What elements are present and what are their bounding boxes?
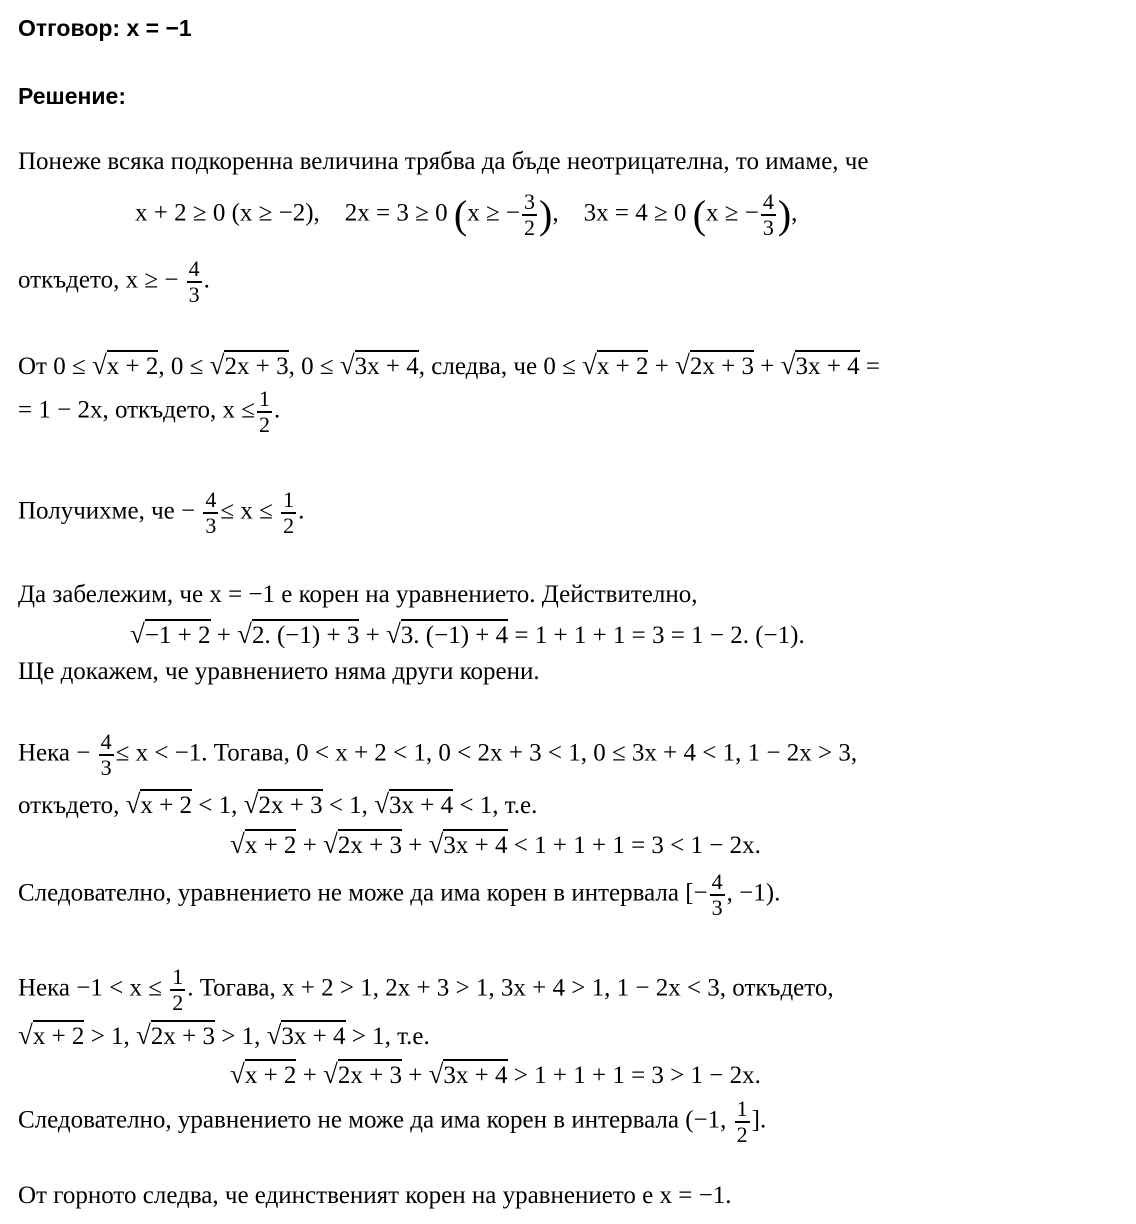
text-run: . Тогава,: [201, 739, 297, 767]
large-parenthesis: (: [453, 192, 468, 237]
square-root: [323, 1059, 402, 1091]
fraction-denominator: 2: [283, 513, 295, 538]
text-run: , т.е.: [384, 1023, 430, 1050]
math-expression: (−1,: [685, 1106, 733, 1134]
radical-sign-icon: √: [18, 1020, 33, 1050]
radicand: 3x + 4: [443, 829, 507, 859]
text-run: От: [18, 353, 54, 380]
text-run: Следователно, уравнението не може да има корен в интервала: [18, 879, 686, 907]
math-expression: +: [210, 622, 238, 649]
fraction: [735, 1097, 750, 1147]
math-expression: +: [296, 1062, 324, 1089]
text-run: откъдето,: [18, 792, 126, 819]
math-expression: 0 < x + 2 < 1, 0 < 2x + 3 < 1, 0 ≤ 3x + 4 < 1, 1 − 2x > 3: [296, 739, 851, 767]
text-run: Следователно, уравнението не може да има корен в интервала: [18, 1106, 686, 1134]
text-run: .: [274, 396, 281, 424]
text-run: Получихме, че: [18, 497, 181, 525]
fraction-numerator: 1: [172, 964, 184, 989]
fraction: [203, 488, 218, 538]
radicand: x + 2: [245, 1059, 297, 1089]
math-expression: > 1,: [84, 1023, 137, 1050]
square-root: [126, 789, 192, 821]
fraction-denominator: 2: [524, 215, 536, 240]
radicand: 2x + 3: [258, 789, 322, 819]
radical-sign-icon: √: [230, 1059, 245, 1089]
text-line: [135, 190, 797, 240]
math-expression: > 1 + 1 + 1 = 3 > 1 − 2x.: [507, 1062, 761, 1089]
fraction-numerator: 4: [100, 729, 112, 754]
math-expression: x + 2 > 1, 2x + 3 > 1, 3x + 4 > 1, 1 − 2x < 3: [282, 974, 720, 1002]
text-run: е корен на уравнението. Действително,: [275, 581, 698, 608]
math-expression: , 3x = 4 ≥ 0: [552, 199, 693, 227]
fraction-denominator: 2: [172, 990, 184, 1015]
fraction: [257, 387, 272, 437]
fraction-numerator: 1: [283, 487, 295, 512]
fraction-numerator: 4: [205, 487, 217, 512]
math-expression: x = −1: [126, 15, 192, 41]
fraction-denominator: 3: [711, 895, 723, 920]
radical-sign-icon: √: [780, 350, 796, 380]
math-expression: 0 ≤: [543, 353, 583, 380]
square-root: [130, 619, 211, 651]
text-run: Да забележим, че: [18, 581, 210, 608]
radical-sign-icon: √: [266, 1020, 282, 1050]
radical-sign-icon: √: [428, 1059, 444, 1089]
fraction: [522, 190, 537, 240]
math-expression: 0 ≤: [53, 353, 92, 380]
text-line: [18, 965, 834, 1015]
text-line: [18, 81, 126, 111]
math-expression: > 1: [345, 1023, 385, 1050]
text-run: Понеже всяка подкоренна величина трябва да бъде неотрицателна, то имаме, че: [18, 148, 869, 175]
fraction: [99, 730, 114, 780]
text-line: [18, 13, 192, 43]
text-line: [18, 1181, 731, 1211]
radicand: x + 2: [140, 789, 192, 819]
text-line: [18, 580, 697, 610]
text-run: , откъдето,: [102, 396, 223, 424]
text-line: [230, 829, 761, 861]
text-line: [18, 730, 857, 780]
math-expression: < 1,: [322, 792, 375, 819]
square-root: [92, 350, 158, 382]
radicand: 2x + 3: [690, 350, 754, 380]
math-expression: +: [401, 832, 429, 859]
math-expression: , 0 ≤: [158, 353, 210, 380]
math-expression: +: [359, 622, 386, 649]
radicand: x + 2: [597, 350, 649, 380]
math-expression: ≤ x < −1: [115, 739, 202, 767]
square-root: [230, 1059, 296, 1091]
square-root: [781, 350, 860, 382]
math-expression: +: [754, 353, 781, 380]
math-expression: x + 2 ≥ 0 (x ≥ −2), 2x = 3 ≥ 0: [135, 199, 454, 227]
square-root: [675, 350, 754, 382]
text-line: [230, 1059, 761, 1091]
math-expression: , −1).: [726, 879, 781, 907]
square-root: [18, 1020, 84, 1052]
math-expression: = 1 − 2x: [18, 396, 103, 424]
radical-sign-icon: √: [209, 350, 225, 380]
fraction-denominator: 2: [736, 1122, 748, 1147]
math-expression: = 1 + 1 + 1 = 3 = 1 − 2. (−1).: [508, 622, 805, 649]
math-expression: +: [296, 832, 324, 859]
square-root: [429, 829, 508, 861]
math-expression: [−: [685, 879, 708, 907]
text-run: Нека: [18, 974, 77, 1002]
math-expression: x ≥ −: [706, 199, 759, 227]
math-expression: +: [401, 1062, 429, 1089]
text-line: [18, 488, 304, 538]
text-line: [18, 147, 868, 177]
text-run: Нека: [18, 739, 77, 767]
text-run: . Тогава,: [187, 974, 282, 1002]
text-line: [18, 350, 880, 382]
text-run: Ще докажем, че уравнението няма други корени.: [18, 658, 540, 685]
text-run: ,: [850, 739, 858, 767]
square-root: [386, 619, 508, 651]
text-run: , т.е.: [492, 792, 538, 819]
text-line: [18, 657, 540, 687]
text-line: [18, 1020, 430, 1052]
fraction: [187, 257, 202, 307]
text-line: [18, 257, 210, 307]
radicand: 2x + 3: [151, 1020, 215, 1050]
radicand: 3. (−1) + 4: [401, 619, 508, 649]
math-expression: < 1: [453, 792, 493, 819]
math-expression: x = −1: [209, 581, 276, 608]
text-line: [18, 1097, 766, 1147]
square-root: [244, 789, 323, 821]
math-expression: < 1,: [192, 792, 244, 819]
radicand: 3x + 4: [355, 350, 419, 380]
radicand: x + 2: [245, 829, 297, 859]
radical-sign-icon: √: [130, 619, 145, 649]
fraction-denominator: 2: [259, 412, 271, 437]
fraction: [281, 488, 296, 538]
math-expression: −: [76, 739, 97, 767]
square-root: [429, 1059, 508, 1091]
radical-sign-icon: √: [374, 789, 390, 819]
text-run: От горното следва, че единственият корен на уравнението е: [18, 1182, 660, 1209]
large-parenthesis: (: [692, 192, 707, 237]
math-expression: < 1 + 1 + 1 = 3 < 1 − 2x.: [507, 832, 761, 859]
text-line: [18, 870, 780, 920]
math-expression: > 1,: [214, 1023, 267, 1050]
square-root: [210, 350, 289, 382]
radicand: x + 2: [107, 350, 159, 380]
fraction-numerator: 4: [188, 256, 200, 281]
math-expression: −1 < x ≤: [76, 974, 169, 1002]
radicand: 3x + 4: [443, 1059, 507, 1089]
fraction-numerator: 3: [524, 189, 536, 214]
fraction: [761, 190, 776, 240]
text-run: .: [725, 1182, 732, 1209]
text-run: .: [203, 266, 210, 294]
math-expression: −: [181, 497, 202, 525]
square-root: [136, 1020, 215, 1052]
math-expression: +: [648, 353, 676, 380]
text-line: [18, 387, 280, 437]
text-line: [18, 789, 537, 821]
large-parenthesis: ): [539, 192, 553, 237]
radical-sign-icon: √: [339, 350, 355, 380]
radicand: 3x + 4: [389, 789, 453, 819]
math-expression: x ≥ −: [125, 266, 185, 294]
radical-sign-icon: √: [237, 619, 252, 649]
math-expression: ].: [751, 1106, 767, 1134]
radical-sign-icon: √: [230, 829, 245, 859]
square-root: [374, 789, 453, 821]
radical-sign-icon: √: [385, 619, 401, 649]
radicand: −1 + 2: [145, 619, 211, 649]
square-root: [340, 350, 419, 382]
fraction-denominator: 3: [762, 215, 774, 240]
math-expression: =: [859, 353, 880, 380]
text-run: .: [298, 497, 305, 525]
math-expression: x ≥ −: [467, 199, 521, 227]
square-root: [230, 829, 296, 861]
math-expression: x = −1: [659, 1182, 726, 1209]
radical-sign-icon: √: [428, 829, 444, 859]
large-parenthesis: ): [777, 192, 792, 237]
fraction-denominator: 3: [100, 755, 112, 780]
radicand: 2. (−1) + 3: [252, 619, 359, 649]
fraction-denominator: 3: [205, 513, 217, 538]
math-expression: ≤ x ≤: [220, 497, 280, 525]
radical-sign-icon: √: [582, 350, 597, 380]
radicand: x + 2: [33, 1020, 85, 1050]
radicand: 3x + 4: [281, 1020, 345, 1050]
text-run: Отговор:: [18, 15, 127, 41]
text-run: ,: [791, 199, 798, 227]
radical-sign-icon: √: [91, 350, 107, 380]
text-run: , откъдето,: [719, 974, 834, 1002]
radical-sign-icon: √: [243, 789, 259, 819]
radical-sign-icon: √: [125, 789, 141, 819]
radical-sign-icon: √: [323, 1059, 338, 1089]
square-root: [582, 350, 648, 382]
radical-sign-icon: √: [675, 350, 690, 380]
radicand: 2x + 3: [338, 829, 402, 859]
radical-sign-icon: √: [136, 1020, 151, 1050]
fraction-denominator: 3: [188, 282, 200, 307]
text-run: Решение:: [18, 83, 127, 109]
square-root: [267, 1020, 346, 1052]
text-line: [130, 619, 805, 651]
square-root: [237, 619, 359, 651]
fraction: [710, 870, 725, 920]
radicand: 2x + 3: [338, 1059, 402, 1089]
fraction: [170, 965, 185, 1015]
square-root: [323, 829, 402, 861]
text-run: откъдето,: [18, 266, 126, 294]
text-run: , следва, че: [418, 353, 544, 380]
fraction-numerator: 4: [762, 189, 774, 214]
math-expression: , 0 ≤: [288, 353, 340, 380]
radical-sign-icon: √: [323, 829, 338, 859]
math-expression: x ≤: [222, 396, 256, 424]
radicand: 2x + 3: [224, 350, 288, 380]
radicand: 3x + 4: [795, 350, 859, 380]
fraction-numerator: 1: [259, 386, 271, 411]
fraction-numerator: 4: [711, 869, 723, 894]
fraction-numerator: 1: [736, 1096, 748, 1121]
